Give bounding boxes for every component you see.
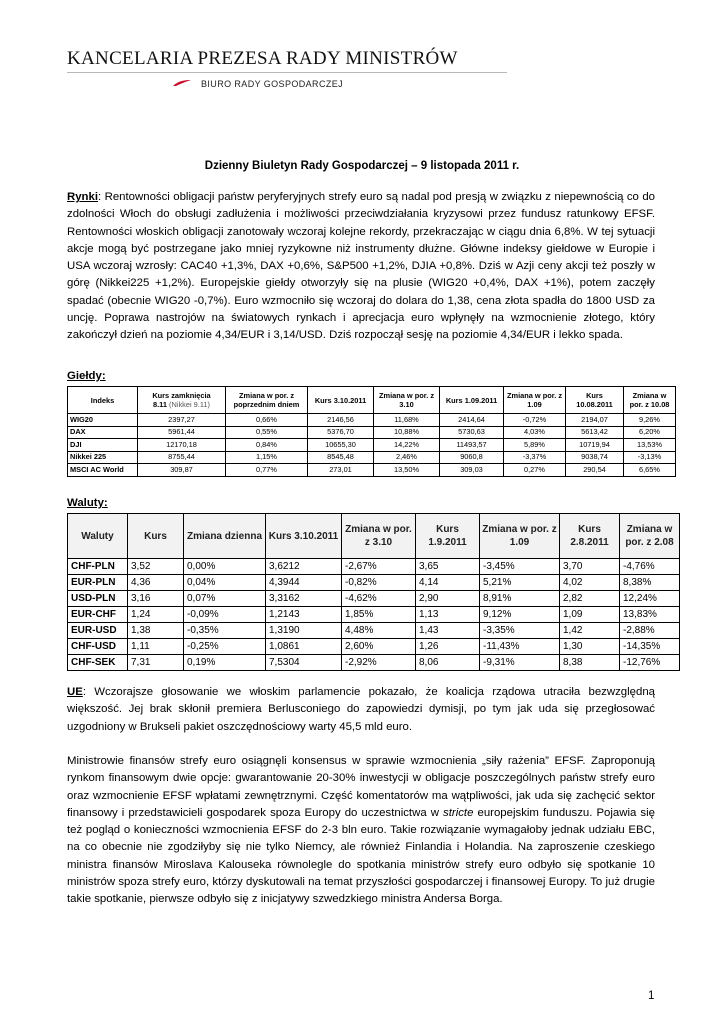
table-cell: 3,70 <box>560 559 620 575</box>
table-cell: -11,43% <box>480 639 560 655</box>
stocks-header-row <box>68 387 676 414</box>
table-cell: 2146,56 <box>308 414 374 427</box>
table-cell: 8,38 <box>560 655 620 671</box>
table-cell: 1,0861 <box>266 639 342 655</box>
table-row <box>68 559 680 575</box>
stocks-col-change-310: Zmiana w por. z 3.10 <box>374 387 440 414</box>
table-cell: 12,24% <box>620 591 680 607</box>
table-cell: 0,00% <box>184 559 266 575</box>
stock-name: Nikkei 225 <box>68 451 138 464</box>
currency-pair: EUR-USD <box>68 623 128 639</box>
currencies-header-row <box>68 514 680 559</box>
table-cell: 2,90 <box>416 591 480 607</box>
table-cell: 273,01 <box>308 464 374 477</box>
stock-name: WIG20 <box>68 414 138 427</box>
currencies-section-label <box>67 497 108 509</box>
table-cell: 11493,57 <box>440 439 504 452</box>
table-cell: -12,76% <box>620 655 680 671</box>
table-cell: 0,19% <box>184 655 266 671</box>
table-cell: 8,38% <box>620 575 680 591</box>
table-cell: 2,82 <box>560 591 620 607</box>
table-cell: -3,45% <box>480 559 560 575</box>
stocks-col-rate-109: Kurs 1.09.2011 <box>440 387 504 414</box>
stocks-col-change-109: Zmiana w por. z 1.09 <box>504 387 566 414</box>
currency-pair: EUR-PLN <box>68 575 128 591</box>
table-cell: 4,3944 <box>266 575 342 591</box>
table-cell: 9,26% <box>624 414 676 427</box>
table-cell: 8545,48 <box>308 451 374 464</box>
eu-text: : Wczorajsze głosowanie we włoskim parlamencie pokazało, że koalicja rządowa utraciła bezwzględną większość. Jej brak skłonił premiera Berlusconiego do zapowiedzi dymisji, po tym jak uda się przegłosować uzgodniony w Brukseli pakiet oszczędnościowy warty 45,5 mld euro. <box>67 686 655 733</box>
table-cell: 13,53% <box>624 439 676 452</box>
table-cell: 2194,07 <box>566 414 624 427</box>
table-cell: -4,62% <box>342 591 416 607</box>
table-cell: 13,83% <box>620 607 680 623</box>
table-row <box>68 464 676 477</box>
table-cell: 5961,44 <box>138 426 226 439</box>
table-cell: 8755,44 <box>138 451 226 464</box>
table-cell: 1,13 <box>416 607 480 623</box>
table-cell: 309,03 <box>440 464 504 477</box>
currencies-col-change-208: Zmiana w por. z 2.08 <box>620 514 680 559</box>
efsf-paragraph <box>67 753 655 909</box>
table-cell: 1,38 <box>128 623 184 639</box>
stocks-col-change-day: Zmiana w por. z poprzednim dniem <box>226 387 308 414</box>
table-cell: 0,84% <box>226 439 308 452</box>
table-cell: 5613,42 <box>566 426 624 439</box>
stocks-label-text: Giełdy <box>67 370 102 382</box>
table-cell: -0,82% <box>342 575 416 591</box>
table-cell: 309,87 <box>138 464 226 477</box>
table-row <box>68 575 680 591</box>
table-cell: -9,31% <box>480 655 560 671</box>
table-cell: 3,6212 <box>266 559 342 575</box>
currencies-col-pair: Waluty <box>68 514 128 559</box>
table-cell: 0,04% <box>184 575 266 591</box>
page-number: 1 <box>648 990 655 1002</box>
table-cell: 2,46% <box>374 451 440 464</box>
table-cell: 2,60% <box>342 639 416 655</box>
table-cell: 1,11 <box>128 639 184 655</box>
currencies-label-colon: : <box>103 497 108 509</box>
table-cell: 11,68% <box>374 414 440 427</box>
currency-pair: EUR-CHF <box>68 607 128 623</box>
table-cell: 3,3162 <box>266 591 342 607</box>
table-cell: 7,5304 <box>266 655 342 671</box>
table-cell: 14,22% <box>374 439 440 452</box>
header-subtitle: BIURO RADY GOSPODARCZEJ <box>201 79 344 89</box>
stock-name: DJI <box>68 439 138 452</box>
stocks-table <box>67 386 676 477</box>
table-cell: 6,65% <box>624 464 676 477</box>
table-cell: 8,91% <box>480 591 560 607</box>
table-cell: 6,20% <box>624 426 676 439</box>
table-cell: -2,88% <box>620 623 680 639</box>
currency-pair: CHF-SEK <box>68 655 128 671</box>
stocks-col-index: Indeks <box>68 387 138 414</box>
table-cell: 2397,27 <box>138 414 226 427</box>
currency-pair: CHF-PLN <box>68 559 128 575</box>
table-cell: 4,03% <box>504 426 566 439</box>
stocks-col-close <box>138 387 226 414</box>
stocks-col-close-date: 8.11 <box>153 400 167 409</box>
table-cell: 10655,30 <box>308 439 374 452</box>
header-divider <box>67 72 507 73</box>
table-cell: 5730,63 <box>440 426 504 439</box>
currencies-col-rate-310: Kurs 3.10.2011 <box>266 514 342 559</box>
table-cell: 1,85% <box>342 607 416 623</box>
table-cell: 290,54 <box>566 464 624 477</box>
currencies-col-rate-28: Kurs 2.8.2011 <box>560 514 620 559</box>
table-row <box>68 439 676 452</box>
table-cell: 8,06 <box>416 655 480 671</box>
table-cell: 5376,70 <box>308 426 374 439</box>
currency-pair: USD-PLN <box>68 591 128 607</box>
markets-label: Rynki <box>67 191 99 203</box>
table-cell: 9038,74 <box>566 451 624 464</box>
table-cell: -2,67% <box>342 559 416 575</box>
table-cell: -0,09% <box>184 607 266 623</box>
table-cell: 0,27% <box>504 464 566 477</box>
table-cell: -3,35% <box>480 623 560 639</box>
stock-name: DAX <box>68 426 138 439</box>
table-cell: 0,07% <box>184 591 266 607</box>
table-cell: 1,26 <box>416 639 480 655</box>
table-cell: -3,13% <box>624 451 676 464</box>
table-cell: 1,30 <box>560 639 620 655</box>
currencies-table <box>67 513 680 671</box>
table-cell: 3,16 <box>128 591 184 607</box>
table-row <box>68 655 680 671</box>
table-cell: -2,92% <box>342 655 416 671</box>
table-cell: 12170,18 <box>138 439 226 452</box>
table-cell: 10,88% <box>374 426 440 439</box>
table-row <box>68 607 680 623</box>
efsf-text-before: Ministrowie finansów strefy euro osiągnęli konsensus w sprawie wzmocnienia „siły rażenia” EFSF. Zaproponują rynkom finansowym dwie opcje: gwarantowanie 20-30% inwestycji w obligacje poszczególnych państw strefy euro oraz wzmocnienie EFSF wpłatami zewnętrznymi. Część komentatorów ma wątpliwości, jak uda się zachęcić sektor finansowy i przedstawicieli gospodarek spoza Europy do uczestnictwa w <box>67 755 655 819</box>
table-cell: 4,02 <box>560 575 620 591</box>
currencies-col-rate: Kurs <box>128 514 184 559</box>
stock-name: MSCI AC World <box>68 464 138 477</box>
table-cell: 1,15% <box>226 451 308 464</box>
table-cell: 7,31 <box>128 655 184 671</box>
table-row <box>68 451 676 464</box>
table-row <box>68 623 680 639</box>
currencies-col-change-310: Zmiana w por. z 3.10 <box>342 514 416 559</box>
currencies-label-text: Waluty <box>67 497 104 509</box>
table-cell: 1,2143 <box>266 607 342 623</box>
table-cell: 3,52 <box>128 559 184 575</box>
efsf-text-italic: stricte <box>443 806 474 819</box>
table-cell: 5,89% <box>504 439 566 452</box>
currency-pair: CHF-USD <box>68 639 128 655</box>
markets-text: : Rentowności obligacji państw peryferyjnych strefy euro są nadal pod presją w związku z niepewnością co do zdolności Włoch do obsługi zadłużenia i możliwości przeciwdziałania kryzysowi przez fundusz ratunkowy EFSF. Rentowności włoskich obligacji zanotowały wczoraj kolejne rekordy, przekraczając w ciągu dnia 6,8%. W tej sytuacji akcje mogą być postrzegane jako mniej ryzykowne niż instrumenty dłużne. Główne indeksy giełdowe w Europie i USA wczoraj wzrosły: CAC40 +1,3%, DAX +0,6%, S&P500 +1,2%, DJIA +0,8%. Dziś w Azji ceny akcji też poszły w górę (Nikkei225 +1,2%). Europejskie giełdy otworzyły się na plusie (WIG20 +0,4%, DAX +1%), potem zaczęły spadać (obecnie WIG20 -0,7%). Euro wzmocniło się wczoraj do dolara do 1,38, cena złota spadła do 1800 USD za uncję. Poprawa nastrojów na światowych rynkach i aprecjacja euro wpłynęły na wzmocnienie złotego, który zakończył dzień na poziomie 4,34/EUR i 3,14/USD. Dziś rozpoczął sesję na poziomie 4,34/EUR i lekko spada. <box>67 191 655 342</box>
stocks-col-rate-310: Kurs 3.10.2011 <box>308 387 374 414</box>
currencies-col-rate-19: Kurs 1.9.2011 <box>416 514 480 559</box>
table-row <box>68 639 680 655</box>
stocks-col-rate-1008: Kurs 10.08.2011 <box>566 387 624 414</box>
table-cell: 2414,64 <box>440 414 504 427</box>
table-cell: 5,21% <box>480 575 560 591</box>
table-cell: 10719,94 <box>566 439 624 452</box>
table-cell: -14,35% <box>620 639 680 655</box>
table-cell: -0,72% <box>504 414 566 427</box>
table-cell: 1,3190 <box>266 623 342 639</box>
table-row <box>68 591 680 607</box>
efsf-text-after: europejskim funduszu. Pojawia się też pogląd o konieczności wzmocnienia EFSF do 2-3 bln euro. Takie rozwiązanie wymagałoby jednak udziału EBC, na co obecnie nie zgodziłyby się nie tylko Niemcy, ale również Finlandia i Holandia. Na zaproszenie czeskiego ministra finansów Miroslava Kalouseka równolegle do spotkania ministrów strefy euro odbyło się spotkanie 10 ministrów spoza strefy euro, którzy dyskutowali na temat przyszłości gospodarczej i finansowej Europy. To już drugie takie spotkanie, pierwsze odbyło się z inicjatywy szwedzkiego ministra Andersa Borga. <box>67 806 655 906</box>
table-cell: 3,65 <box>416 559 480 575</box>
table-cell: 0,55% <box>226 426 308 439</box>
stocks-label-colon: : <box>101 370 106 382</box>
table-cell: -4,76% <box>620 559 680 575</box>
table-cell: 13,50% <box>374 464 440 477</box>
table-cell: 1,09 <box>560 607 620 623</box>
table-cell: -0,35% <box>184 623 266 639</box>
table-cell: 0,66% <box>226 414 308 427</box>
markets-paragraph <box>67 189 655 345</box>
table-cell: 4,36 <box>128 575 184 591</box>
table-cell: 1,24 <box>128 607 184 623</box>
eu-paragraph <box>67 684 655 736</box>
table-cell: 4,48% <box>342 623 416 639</box>
stocks-col-close-note: (Nikkei 9.11) <box>169 400 210 409</box>
stocks-col-change-1008: Zmiana w por. z 10.08 <box>624 387 676 414</box>
table-cell: -0,25% <box>184 639 266 655</box>
table-cell: 9,12% <box>480 607 560 623</box>
table-cell: 1,42 <box>560 623 620 639</box>
currencies-col-change-day: Zmiana dzienna <box>184 514 266 559</box>
document-title: Dzienny Biuletyn Rady Gospodarczej – 9 listopada 2011 r. <box>204 160 520 172</box>
table-cell: 1,43 <box>416 623 480 639</box>
flag-swoosh-icon <box>172 79 192 87</box>
table-cell: 9060,8 <box>440 451 504 464</box>
table-cell: 0,77% <box>226 464 308 477</box>
header-title: KANCELARIA PREZESA RADY MINISTRÓW <box>67 48 458 69</box>
stocks-section-label <box>67 370 106 382</box>
eu-label: UE <box>67 686 83 698</box>
stocks-col-close-label: Kurs zamknięcia <box>152 391 211 400</box>
table-row <box>68 414 676 427</box>
table-cell: -3,37% <box>504 451 566 464</box>
table-cell: 4,14 <box>416 575 480 591</box>
table-row <box>68 426 676 439</box>
currencies-col-change-109: Zmiana w por. z 1.09 <box>480 514 560 559</box>
